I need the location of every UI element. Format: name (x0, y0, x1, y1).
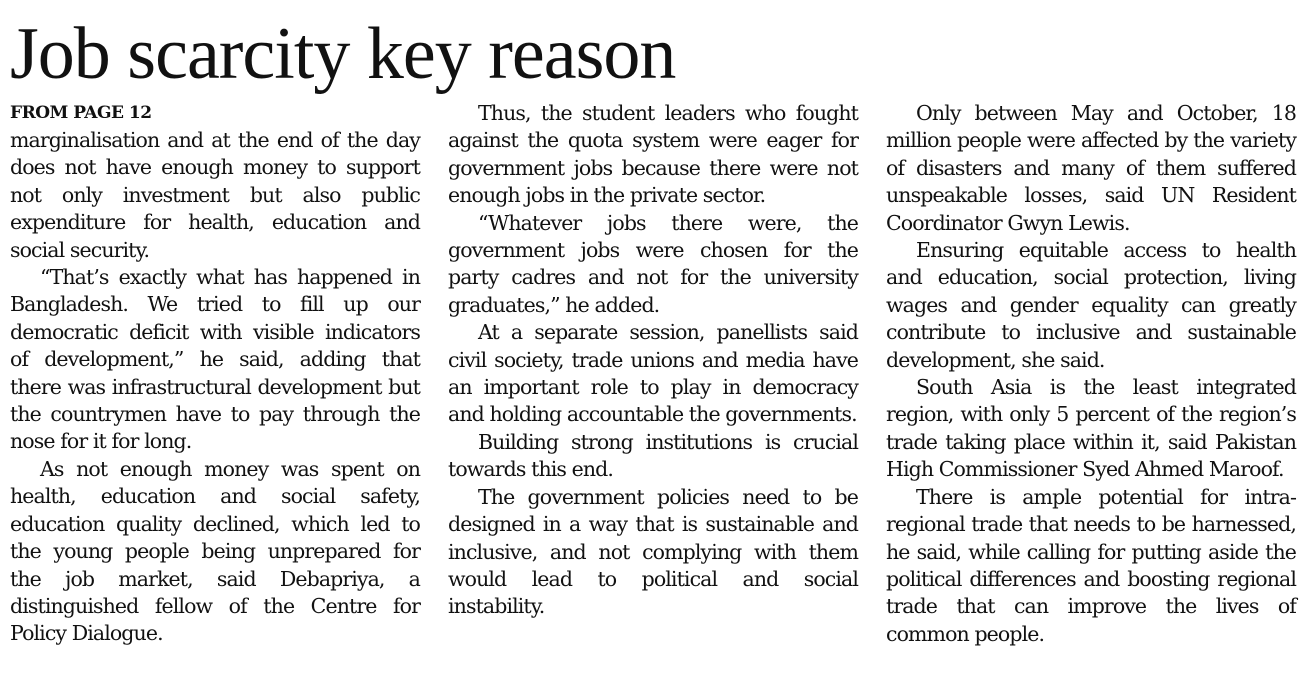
paragraph: The government policies need to be designed in a way that is sustainable and inclusive, and not complying with them would lead to political and social instability. (448, 484, 858, 619)
article-column-2 (448, 100, 858, 621)
paragraph: There is ample potential for intra-regional trade that needs to be harnessed, he said, while calling for putting aside the political differences and boosting regional trade that can improve the lives of common people. (886, 484, 1296, 646)
paragraph: Ensuring equitable access to health and education, social protection, living wages and gender equality can greatly contribute to inclusive and sustainable development, she said. (886, 238, 1296, 372)
paragraph: marginalisation and at the end of the day does not have enough money to support not only investment but also public expenditure for health, education and social security. (10, 128, 420, 262)
paragraph: Building strong institutions is crucial towards this end. (448, 429, 858, 482)
paragraph: As not enough money was spent on health, education and social safety, education quality declined, which led to the young people being unprepared for the job market, said Debapriya, a distinguished fellow of the Centre for Policy Dialogue. (10, 456, 420, 646)
paragraph: South Asia is the least integrated region, with only 5 percent of the region’s trade taking place within it, said Pakistan High Commissioner Syed Ahmed Maroof. (886, 375, 1296, 482)
paragraph: Thus, the student leaders who fought against the quota system were eager for government jobs because there were not enough jobs in the private sector. (448, 101, 858, 208)
article-column-3 (886, 100, 1296, 648)
headline: Job scarcity key reason (10, 13, 676, 95)
jump-line: FROM PAGE 12 (10, 103, 152, 123)
paragraph: “Whatever jobs there were, the government jobs were chosen for the party cadres and not for the university graduates,” he added. (448, 210, 858, 317)
paragraph: “That’s exactly what has happened in Bangladesh. We tried to fill up our democratic deficit with visible indicators of development,” he said, adding that there was infrastructural development but the countrymen have to pay through the nose for it for long. (10, 265, 420, 454)
paragraph: At a separate session, panellists said civil society, trade unions and media have an important role to play in democracy and holding accountable the governments. (448, 320, 858, 427)
paragraph: Only between May and October, 18 million people were affected by the variety of disasters and many of them suffered unspeakable losses, said UN Resident Coordinator Gwyn Lewis. (886, 101, 1296, 235)
article-column-1 (10, 100, 420, 648)
